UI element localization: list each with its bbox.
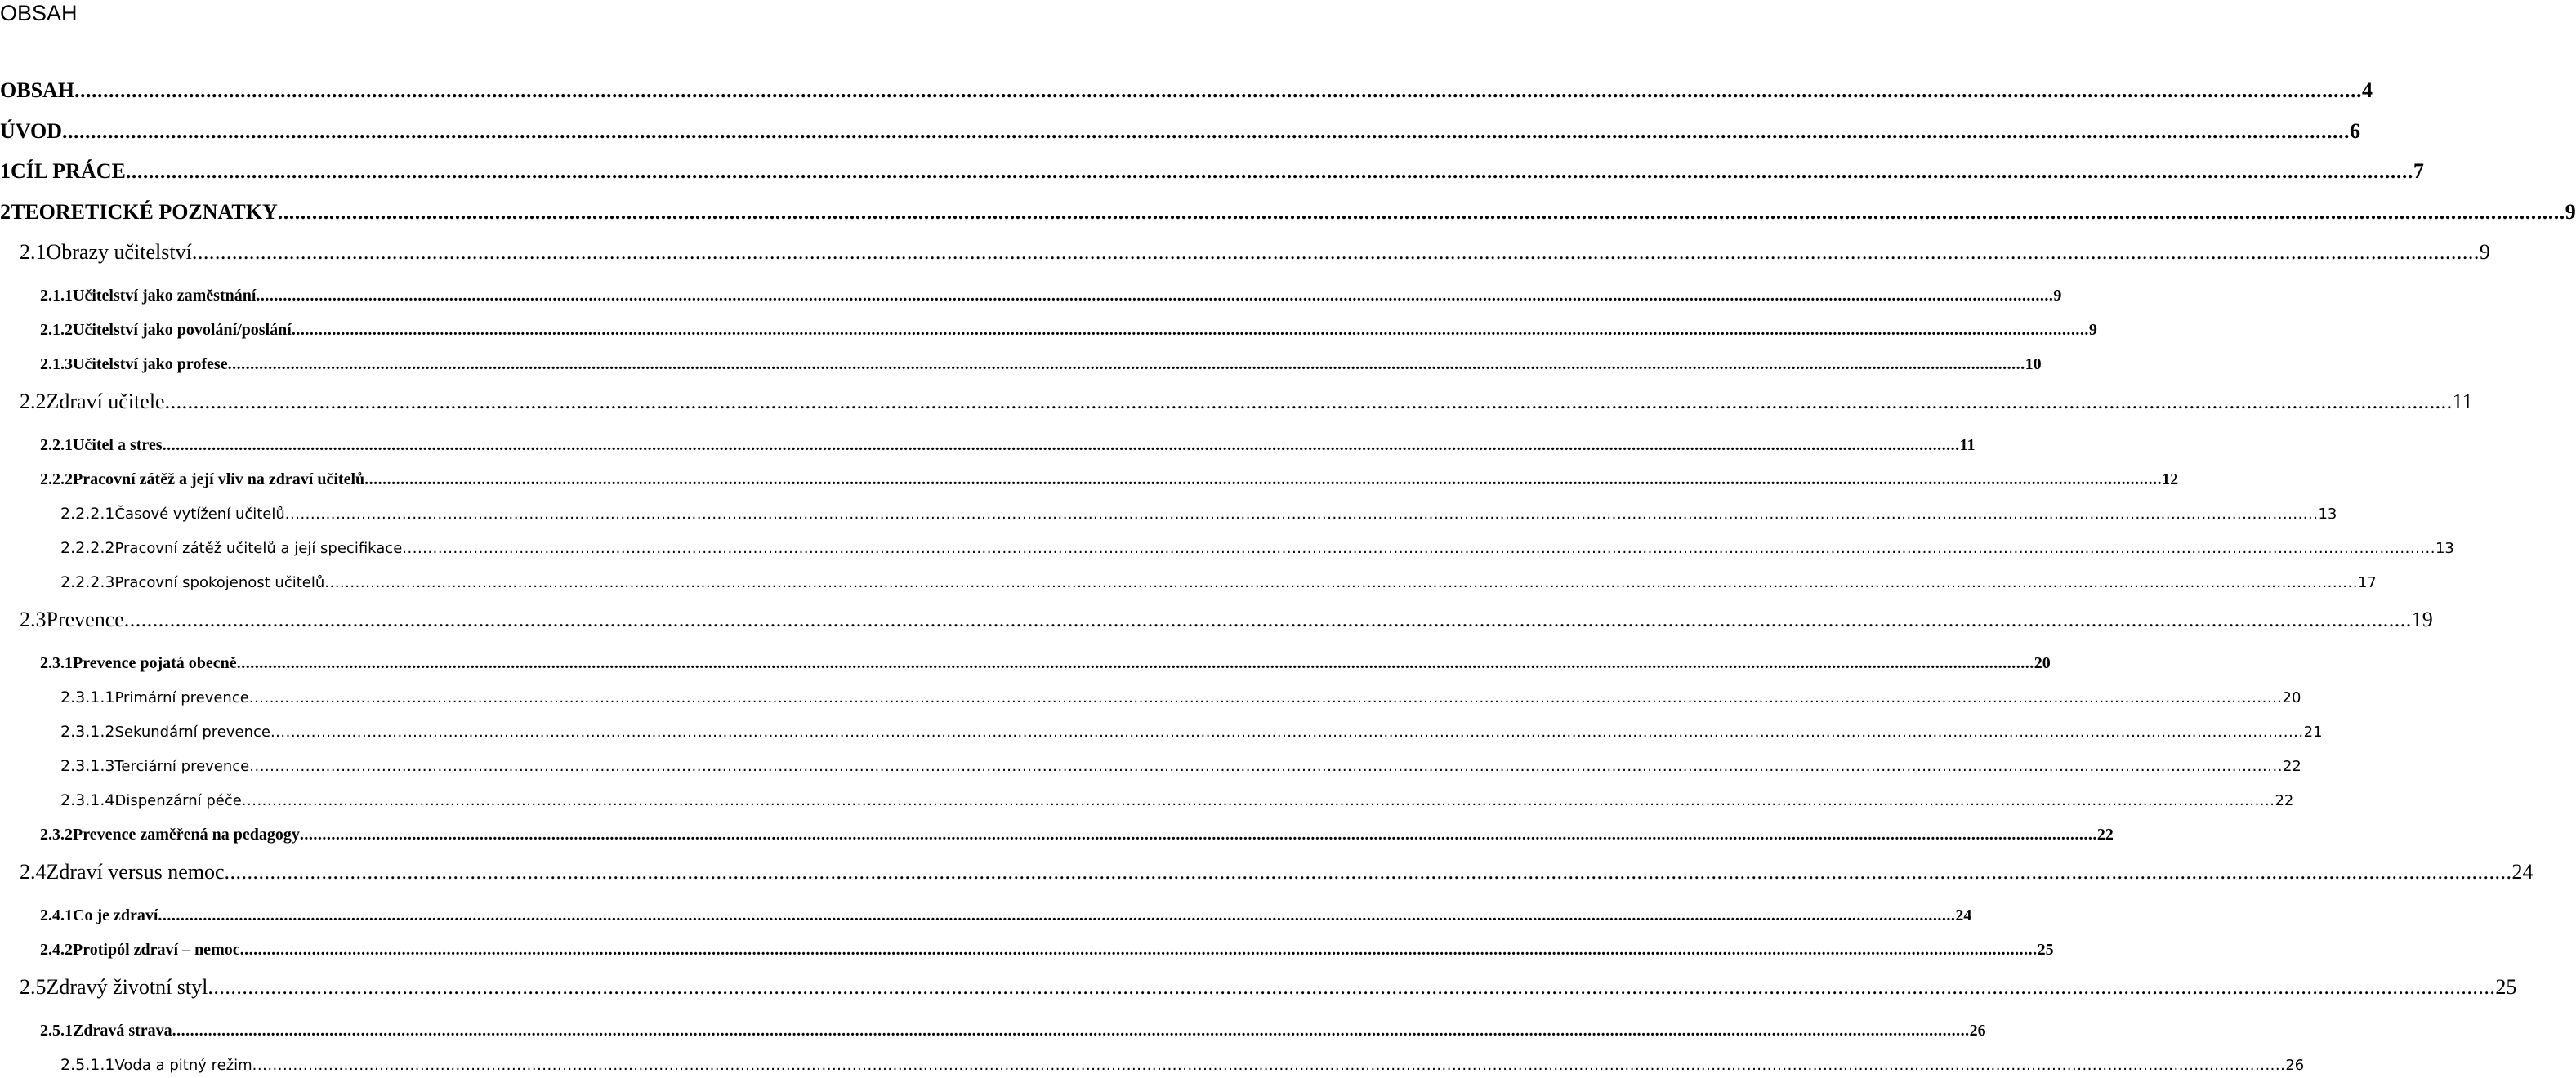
toc-entry-number: 2.1.3 (40, 354, 73, 373)
toc-entry[interactable] (0, 535, 2454, 561)
toc-entry[interactable] (0, 650, 2051, 676)
toc-entry[interactable] (0, 753, 2301, 779)
toc-dot-leader: ................................................................................................................................................................................................................................................................................................................................................................................................................ (224, 860, 2512, 884)
toc-entry-page-number: 25 (2495, 975, 2517, 999)
toc-entry-title: Primární prevence (114, 688, 249, 706)
toc-dot-leader: ................................................................................................................................................................................................................................................................................................................................................................................................................ (248, 688, 2283, 706)
toc-entry-page-number: 9 (2479, 240, 2490, 264)
toc-entry-number: 2.3.1.2 (60, 722, 115, 741)
toc-entry[interactable] (0, 78, 2373, 106)
toc-entry-number: 2.3.1.4 (60, 791, 115, 809)
toc-entry-title: Zdravý životní styl (46, 975, 208, 999)
toc-entry-title: Časové vytížení učitelů (114, 505, 285, 523)
toc-entry-number: 2.2.2.2 (60, 538, 115, 557)
toc-entry-number: 2.4 (20, 860, 47, 884)
toc-dot-leader: ................................................................................................................................................................................................................................................................................................................................................................................................................ (291, 320, 2089, 339)
toc-dot-leader: ................................................................................................................................................................................................................................................................................................................................................................................................................ (123, 608, 2412, 631)
toc-entry-title: Terciární prevence (114, 757, 250, 775)
page-heading: OBSAH (0, 1, 78, 25)
toc-entry-title: Obrazy učitelství (46, 240, 192, 264)
toc-entry[interactable] (0, 118, 2361, 147)
toc-dot-leader: ................................................................................................................................................................................................................................................................................................................................................................................................................ (364, 470, 2163, 488)
toc-dot-leader: ................................................................................................................................................................................................................................................................................................................................................................................................................ (62, 118, 2351, 143)
toc-entry-title: Zdraví učitele (46, 390, 165, 413)
toc-entry-number: 2.3.2 (40, 825, 73, 844)
toc-entry-number: 2.5.1.1 (60, 1055, 115, 1074)
toc-entry-title: Učitelství jako povolání/poslání (73, 320, 292, 339)
toc-entry-title: Protipól zdraví – nemoc (73, 940, 240, 959)
toc-dot-leader: ................................................................................................................................................................................................................................................................................................................................................................................................................ (208, 975, 2496, 999)
toc-entry-page-number: 13 (2318, 505, 2337, 523)
toc-dot-leader: ................................................................................................................................................................................................................................................................................................................................................................................................................ (236, 653, 2034, 672)
toc-dot-leader: ................................................................................................................................................................................................................................................................................................................................................................................................................ (162, 435, 1960, 454)
toc-entry-page-number: 24 (1955, 906, 1972, 924)
toc-entry[interactable] (0, 860, 2534, 888)
toc-entry-page-number: 24 (2511, 860, 2534, 884)
toc-entry-title: Učitelství jako zaměstnání (73, 286, 257, 305)
toc-dot-leader: ................................................................................................................................................................................................................................................................................................................................................................................................................ (270, 723, 2304, 741)
toc-entry-title: Pracovní zátěž učitelů a její specifikace (114, 539, 403, 557)
toc-dot-leader: ................................................................................................................................................................................................................................................................................................................................................................................................................ (227, 354, 2025, 373)
toc-dot-leader: ................................................................................................................................................................................................................................................................................................................................................................................................................ (277, 199, 2565, 224)
toc-entry[interactable] (0, 1018, 1986, 1044)
toc-entry-page-number: 17 (2357, 573, 2377, 591)
toc-entry-number: 2.2.1 (40, 435, 73, 454)
toc-entry-page-number: 13 (2435, 539, 2454, 557)
toc-entry[interactable] (0, 1052, 2305, 1078)
toc-entry-title: Voda a pitný režim (114, 1056, 252, 1074)
toc-entry-title: OBSAH (0, 78, 75, 102)
toc-entry-number: 2.1.1 (40, 286, 73, 305)
toc-entry[interactable] (0, 501, 2337, 527)
toc-entry[interactable] (0, 719, 2323, 745)
toc-entry-number: 2 (0, 199, 11, 224)
toc-entry-page-number: 20 (2034, 653, 2051, 672)
toc-entry[interactable] (0, 466, 2179, 492)
toc-entry-page-number: 10 (2025, 354, 2042, 373)
toc-entry[interactable] (0, 351, 2042, 377)
toc-entry-number: 2.3.1.3 (60, 756, 115, 775)
toc-entry-title: TEORETICKÉ POZNATKY (11, 199, 278, 224)
toc-dot-leader: ................................................................................................................................................................................................................................................................................................................................................................................................................ (125, 159, 2413, 183)
toc-entry-title: Dispenzární péče (114, 791, 242, 809)
toc-entry-number: 2.5.1 (40, 1021, 73, 1040)
toc-entry-page-number: 12 (2162, 470, 2179, 488)
toc-entry-page-number: 11 (2452, 390, 2473, 413)
toc-entry-page-number: 19 (2411, 608, 2433, 631)
toc-entry-title: Sekundární prevence (114, 723, 270, 741)
toc-entry-page-number: 26 (2285, 1056, 2305, 1074)
toc-entry-title: Učitelství jako profese (73, 354, 228, 373)
toc-entry-number: 2.4.1 (40, 906, 73, 924)
toc-entry-page-number: 9 (2053, 286, 2062, 305)
toc-entry-number: 2.3 (20, 608, 47, 631)
toc-entry-page-number: 7 (2413, 159, 2424, 183)
toc-dot-leader: ................................................................................................................................................................................................................................................................................................................................................................................................................ (164, 390, 2453, 413)
toc-entry[interactable] (0, 902, 1972, 929)
toc-entry-page-number: 22 (2282, 757, 2301, 775)
toc-entry-title: Zdravá strava (73, 1021, 172, 1040)
toc-entry-page-number: 22 (2096, 825, 2114, 844)
toc-entry-number: 2.2 (20, 390, 47, 413)
toc-entry[interactable] (0, 822, 2114, 848)
toc-entry-number: 2.3.1.1 (60, 688, 115, 706)
toc-entry[interactable] (0, 937, 2054, 963)
toc-entry-number: 2.1.2 (40, 320, 73, 339)
toc-entry[interactable] (0, 390, 2473, 417)
toc-dot-leader: ................................................................................................................................................................................................................................................................................................................................................................................................................ (191, 240, 2480, 264)
toc-entry-title: CÍL PRÁCE (11, 159, 126, 183)
toc-entry-title: Pracovní zátěž a její vliv na zdraví učitelů (73, 470, 365, 488)
toc-entry[interactable] (0, 432, 1976, 458)
toc-entry-title: Pracovní spokojenost učitelů (114, 573, 325, 591)
toc-entry[interactable] (0, 975, 2517, 1003)
toc-entry-page-number: 4 (2362, 78, 2373, 102)
toc-entry-number: 2.2.2.1 (60, 504, 115, 523)
toc-dot-leader: ................................................................................................................................................................................................................................................................................................................................................................................................................ (241, 791, 2275, 809)
toc-dot-leader: ................................................................................................................................................................................................................................................................................................................................................................................................................ (239, 940, 2038, 959)
toc-entry-page-number: 22 (2275, 791, 2294, 809)
toc-entry[interactable] (0, 684, 2301, 710)
toc-dot-leader: ................................................................................................................................................................................................................................................................................................................................................................................................................ (172, 1021, 1970, 1040)
toc-dot-leader: ................................................................................................................................................................................................................................................................................................................................................................................................................ (252, 1056, 2286, 1074)
toc-entry-title: Učitel a stres (73, 435, 163, 454)
toc-entry-page-number: 9 (2088, 320, 2097, 339)
toc-entry-page-number: 6 (2350, 118, 2361, 143)
toc-entry-title: ÚVOD (0, 118, 63, 143)
toc-entry-page-number: 21 (2303, 723, 2323, 741)
toc-dot-leader: ................................................................................................................................................................................................................................................................................................................................................................................................................ (299, 825, 2097, 844)
toc-entry-number: 2.1 (20, 240, 47, 264)
toc-entry-title: Prevence zaměřená na pedagogy (73, 825, 300, 844)
toc-entry-page-number: 20 (2282, 688, 2301, 706)
toc-entry-title: Zdraví versus nemoc (46, 860, 225, 884)
toc-entry-number: 2.2.2.3 (60, 572, 115, 591)
toc-entry[interactable] (0, 317, 2097, 343)
toc-dot-leader: ................................................................................................................................................................................................................................................................................................................................................................................................................ (158, 906, 1956, 924)
toc-entry-number: 2.3.1 (40, 653, 73, 672)
toc-entry-title: Co je zdraví (73, 906, 158, 924)
toc-entry-page-number: 26 (1969, 1021, 1986, 1040)
toc-dot-leader: ................................................................................................................................................................................................................................................................................................................................................................................................................ (324, 573, 2358, 591)
toc-entry-page-number: 25 (2037, 940, 2054, 959)
toc-dot-leader: ................................................................................................................................................................................................................................................................................................................................................................................................................ (402, 539, 2435, 557)
toc-entry[interactable] (0, 159, 2424, 187)
toc-entry-number: 1 (0, 159, 11, 183)
toc-entry[interactable] (0, 240, 2490, 268)
toc-entry-number: 2.2.2 (40, 470, 73, 488)
toc-dot-leader: ................................................................................................................................................................................................................................................................................................................................................................................................................ (284, 505, 2319, 523)
toc-entry-title: Prevence (46, 608, 124, 631)
toc-entry-page-number: 9 (2565, 199, 2576, 224)
toc-entry-number: 2.5 (20, 975, 47, 999)
toc-entry-page-number: 11 (1959, 435, 1976, 454)
toc-dot-leader: ................................................................................................................................................................................................................................................................................................................................................................................................................ (256, 286, 2054, 305)
toc-entry[interactable] (0, 199, 2576, 228)
toc-dot-leader: ................................................................................................................................................................................................................................................................................................................................................................................................................ (74, 78, 2363, 102)
toc-entry-title: Prevence pojatá obecně (73, 653, 237, 672)
toc-entry[interactable] (0, 608, 2433, 635)
toc-dot-leader: ................................................................................................................................................................................................................................................................................................................................................................................................................ (249, 757, 2283, 775)
toc-entry[interactable] (0, 787, 2294, 813)
toc-entry[interactable] (0, 283, 2062, 309)
toc-entry[interactable] (0, 569, 2377, 595)
toc-entry-number: 2.4.2 (40, 940, 73, 959)
